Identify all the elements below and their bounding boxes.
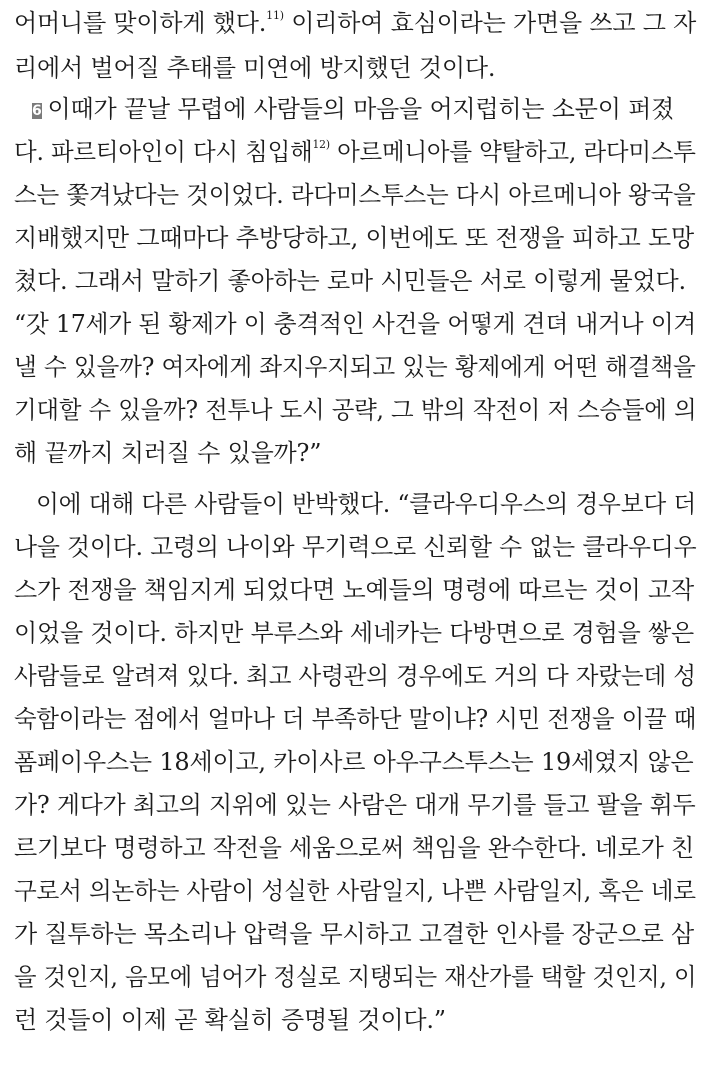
text-segment: 숙함이라는 점에서 얼마나 더 부족하단 말이냐? 시민 전쟁을 이끌 때 — [14, 705, 697, 733]
text-segment: “갓 17세가 된 황제가 이 충격적인 사건을 어떻게 견뎌 내거나 이겨 — [14, 310, 697, 338]
text-segment: 이때가 끝날 무렵에 사람들의 마음을 어지럽히는 소문이 퍼졌 — [47, 95, 675, 123]
text-segment: 지배했지만 그때마다 추방당하고, 이번에도 또 전쟁을 피하고 도망 — [14, 224, 694, 252]
text-segment: 낼 수 있을까? 여자에게 좌지우지되고 있는 황제에게 어떤 해결책을 — [14, 353, 696, 381]
text-segment: 쳤다. 그래서 말하기 좋아하는 로마 시민들은 서로 이렇게 물었다. — [14, 267, 686, 295]
text-segment: 이에 대해 다른 사람들이 반박했다. “클라우디우스의 경우보다 더 — [36, 490, 697, 518]
text-segment: 르기보다 명령하고 작전을 세움으로써 책임을 완수한다. 네로가 친 — [14, 834, 694, 862]
text-segment: 스가 전쟁을 책임지게 되었다면 노예들의 명령에 따르는 것이 고작 — [14, 576, 694, 604]
text-segment: 이었을 것이다. 하지만 부루스와 세네카는 다방면으로 경험을 쌓은 — [14, 619, 694, 647]
text-segment: 가 질투하는 목소리나 압력을 무시하고 고결한 인사를 장군으로 삼 — [14, 920, 694, 948]
text-segment: 해 끝까지 치러질 수 있을까?” — [14, 439, 322, 467]
text-segment: 기대할 수 있을까? 전투나 도시 공략, 그 밖의 작전이 저 스승들에 의 — [14, 396, 697, 424]
text-segment: 가? 게다가 최고의 지위에 있는 사람은 대개 무기를 들고 팔을 휘두 — [14, 791, 696, 819]
footnote-marker: 12) — [312, 138, 330, 151]
text-segment: 이리하여 효심이라는 가면을 쓰고 그 자 — [283, 9, 697, 37]
text-line — [14, 426, 321, 480]
text-segment: 나을 것이다. 고령의 나이와 무기력으로 신뢰할 수 없는 클라우디우 — [14, 533, 697, 561]
text-segment: 어머니를 맞이하게 했다. — [14, 9, 267, 37]
text-segment: 폼페이우스는 18세이고, 카이사르 아우구스투스는 19세였지 않은 — [14, 748, 694, 776]
text-segment: 사람들로 알려져 있다. 최고 사령관의 경우에도 거의 다 자랐는데 성 — [14, 662, 696, 690]
section-number-badge: 6 — [32, 103, 42, 119]
text-segment: 을 것인지, 음모에 넘어가 정실로 지탱되는 재산가를 택할 것인지, 이 — [14, 963, 697, 991]
text-segment: 런 것들이 이제 곧 확실히 증명될 것이다.” — [14, 1006, 446, 1034]
text-segment: 다. 파르티아인이 다시 침입해 — [14, 138, 313, 166]
text-segment: 스는 쫓겨났다는 것이었다. 라다미스투스는 다시 아르메니아 왕국을 — [14, 181, 696, 209]
footnote-marker: 11) — [266, 9, 284, 22]
text-segment: 구로서 의논하는 사람이 성실한 사람일지, 나쁜 사람일지, 혹은 네로 — [14, 877, 696, 905]
text-segment: 아르메니아를 약탈하고, 라다미스투 — [329, 138, 696, 166]
text-line — [14, 993, 446, 1047]
text-segment: 리에서 벌어질 추태를 미연에 방지했던 것이다. — [14, 54, 496, 82]
